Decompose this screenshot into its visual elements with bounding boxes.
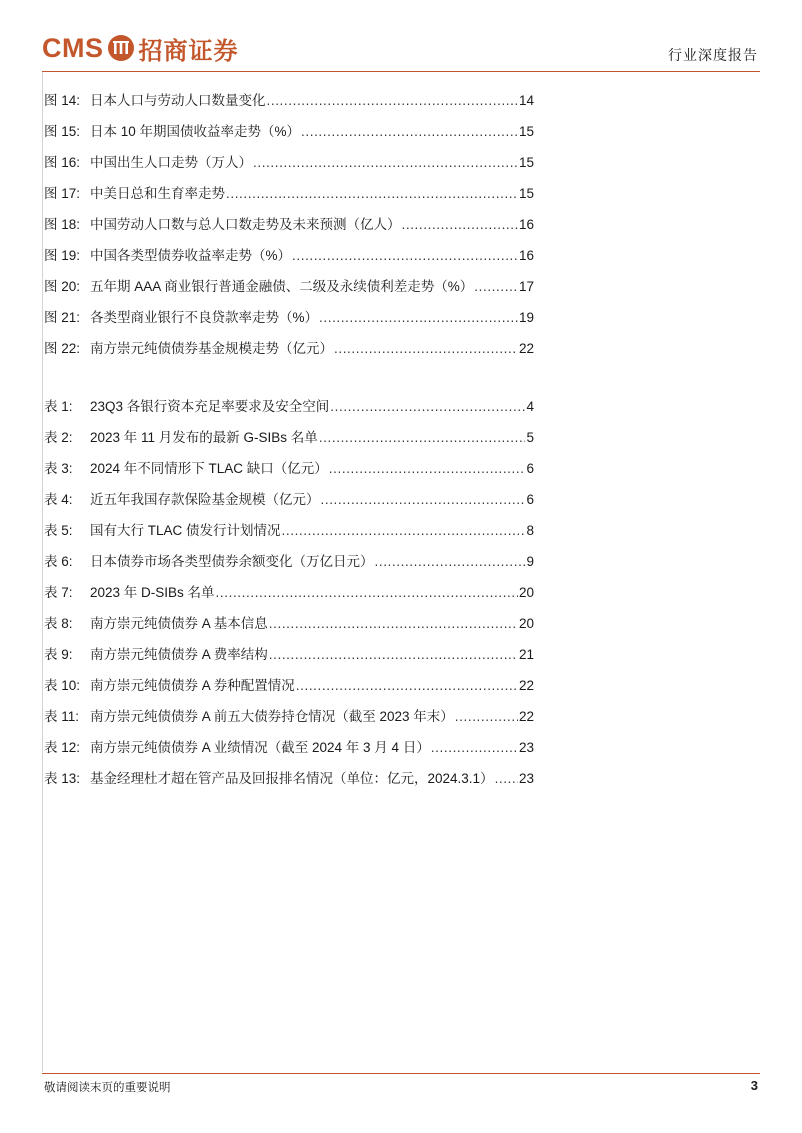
dot-leader — [282, 521, 526, 541]
entry-label: 图 21: — [44, 310, 81, 325]
entry-page-number: 15 — [518, 155, 534, 170]
entry-page-number: 22 — [518, 709, 534, 724]
entry-title: 中国各类型债券收益率走势（%） — [90, 248, 292, 263]
dot-leader — [226, 184, 518, 204]
entry-label: 表 9: — [44, 647, 73, 662]
entry-page-number: 16 — [518, 248, 534, 263]
table-index-entry[interactable] — [44, 424, 534, 455]
entry-title: 南方崇元纯债债券 A 券种配置情况 — [90, 678, 295, 693]
entry-title: 日本 10 年期国债收益率走势（%） — [90, 124, 301, 139]
entry-label: 表 12: — [44, 740, 81, 755]
entry-page-number: 6 — [526, 461, 534, 476]
entry-title: 南方崇元纯债债券 A 费率结构 — [90, 647, 268, 662]
figure-index-entry[interactable] — [44, 149, 534, 180]
entry-label: 表 10: — [44, 678, 81, 693]
entry-page-number: 20 — [518, 585, 534, 600]
entry-title: 基金经理杜才超在管产品及回报排名情况（单位：亿元，2024.3.1） — [90, 771, 494, 786]
dot-leader — [375, 552, 526, 572]
entry-label: 表 13: — [44, 771, 81, 786]
table-index-entry[interactable] — [44, 703, 534, 734]
entry-page-number: 20 — [518, 616, 534, 631]
dot-leader — [431, 738, 518, 758]
dot-leader — [253, 153, 518, 173]
entry-label: 图 16: — [44, 155, 81, 170]
table-index-entry[interactable] — [44, 641, 534, 672]
entry-label: 图 14: — [44, 93, 81, 108]
entry-title: 中国出生人口走势（万人） — [90, 155, 252, 170]
dot-leader — [321, 490, 526, 510]
entry-title: 国有大行 TLAC 债发行计划情况 — [90, 523, 281, 538]
footer-divider — [42, 1073, 760, 1074]
entry-label: 图 20: — [44, 279, 81, 294]
entry-page-number: 17 — [518, 279, 534, 294]
entry-page-number: 9 — [526, 554, 534, 569]
dot-leader — [216, 583, 518, 603]
entry-label: 表 2: — [44, 430, 73, 445]
entry-page-number: 4 — [526, 399, 534, 414]
entry-title: 五年期 AAA 商业银行普通金融债、二级及永续债利差走势（%） — [90, 279, 474, 294]
figure-index-entry[interactable] — [44, 304, 534, 335]
report-type-label: 行业深度报告 — [668, 47, 758, 63]
figure-index-entry[interactable] — [44, 118, 534, 149]
entry-label: 图 18: — [44, 217, 81, 232]
dot-leader — [292, 246, 518, 266]
header-divider — [42, 71, 760, 72]
page-header — [0, 0, 802, 80]
entry-page-number: 14 — [518, 93, 534, 108]
table-index-entry[interactable] — [44, 393, 534, 424]
figure-index-entry[interactable] — [44, 273, 534, 304]
figure-index-entry[interactable] — [44, 211, 534, 242]
cms-logo — [42, 30, 239, 66]
entry-page-number: 23 — [518, 740, 534, 755]
entry-title: 南方崇元纯债债券基金规模走势（亿元） — [90, 341, 333, 356]
entry-page-number: 15 — [518, 124, 534, 139]
dot-leader — [455, 707, 518, 727]
entry-title: 南方崇元纯债债券 A 基本信息 — [90, 616, 268, 631]
entry-title: 南方崇元纯债债券 A 业绩情况（截至 2024 年 3 月 4 日） — [90, 740, 430, 755]
entry-title: 23Q3 各银行资本充足率要求及安全空间 — [90, 399, 330, 414]
entry-label: 表 7: — [44, 585, 73, 600]
entry-label: 表 5: — [44, 523, 73, 538]
dot-leader — [474, 277, 518, 297]
entry-label: 图 15: — [44, 124, 81, 139]
table-index-entry[interactable] — [44, 672, 534, 703]
dot-leader — [269, 645, 518, 665]
page-number: 3 — [750, 1078, 758, 1093]
entry-title: 南方崇元纯债债券 A 前五大债券持仓情况（截至 2023 年末） — [90, 709, 454, 724]
table-index-entry[interactable] — [44, 765, 534, 796]
entry-page-number: 22 — [518, 341, 534, 356]
figure-index-entry[interactable] — [44, 180, 534, 211]
entry-title: 日本债券市场各类型债券余额变化（万亿日元） — [90, 554, 374, 569]
entry-page-number: 6 — [526, 492, 534, 507]
entry-label: 图 19: — [44, 248, 81, 263]
entry-label: 图 17: — [44, 186, 81, 201]
dot-leader — [495, 769, 518, 789]
entry-page-number: 23 — [518, 771, 534, 786]
entry-title: 各类型商业银行不良贷款率走势（%） — [90, 310, 319, 325]
table-index-entry[interactable] — [44, 548, 534, 579]
left-margin-line — [42, 72, 43, 1072]
table-index-list — [44, 393, 534, 796]
figure-index-entry[interactable] — [44, 335, 534, 366]
figure-index-entry[interactable] — [44, 242, 534, 273]
table-index-entry[interactable] — [44, 734, 534, 765]
table-index-entry[interactable] — [44, 517, 534, 548]
dot-leader — [329, 459, 526, 479]
dot-leader — [402, 215, 518, 235]
entry-title: 2023 年 D-SIBs 名单 — [90, 585, 215, 600]
entry-page-number: 19 — [518, 310, 534, 325]
entry-title: 中国劳动人口数与总人口数走势及未来预测（亿人） — [90, 217, 401, 232]
dot-leader — [296, 676, 518, 696]
dot-leader — [267, 91, 518, 111]
logo-brand-text: CMS — [42, 32, 104, 63]
disclaimer-note: 敬请阅读末页的重要说明 — [44, 1082, 171, 1094]
entry-page-number: 5 — [526, 430, 534, 445]
table-index-entry[interactable] — [44, 486, 534, 517]
figure-index-entry[interactable] — [44, 87, 534, 118]
entry-page-number: 16 — [518, 217, 534, 232]
entry-label: 表 8: — [44, 616, 73, 631]
entry-title: 日本人口与劳动人口数量变化 — [90, 93, 266, 108]
entry-label: 表 6: — [44, 554, 73, 569]
figure-index-list — [44, 87, 534, 366]
entry-page-number: 21 — [518, 647, 534, 662]
dot-leader — [269, 614, 518, 634]
entry-title: 2024 年不同情形下 TLAC 缺口（亿元） — [90, 461, 328, 476]
dot-leader — [301, 122, 518, 142]
logo-company-name: 招商证券 — [138, 36, 239, 65]
dot-leader — [334, 339, 518, 359]
dot-leader — [319, 308, 518, 328]
entry-label: 表 11: — [44, 709, 80, 724]
table-index-entry[interactable] — [44, 610, 534, 641]
entry-page-number: 15 — [518, 186, 534, 201]
entry-page-number: 22 — [518, 678, 534, 693]
table-index-entry[interactable] — [44, 455, 534, 486]
dot-leader — [330, 397, 525, 417]
dot-leader — [319, 428, 526, 448]
table-index-entry[interactable] — [44, 579, 534, 610]
entry-title: 近五年我国存款保险基金规模（亿元） — [90, 492, 320, 507]
entry-label: 表 3: — [44, 461, 73, 476]
entry-page-number: 8 — [526, 523, 534, 538]
entry-label: 表 4: — [44, 492, 73, 507]
logo-seal-icon — [108, 35, 134, 61]
entry-title: 中美日总和生育率走势 — [90, 186, 225, 201]
entry-title: 2023 年 11 月发布的最新 G-SIBs 名单 — [90, 430, 318, 445]
entry-label: 表 1: — [44, 399, 73, 414]
entry-label: 图 22: — [44, 341, 81, 356]
